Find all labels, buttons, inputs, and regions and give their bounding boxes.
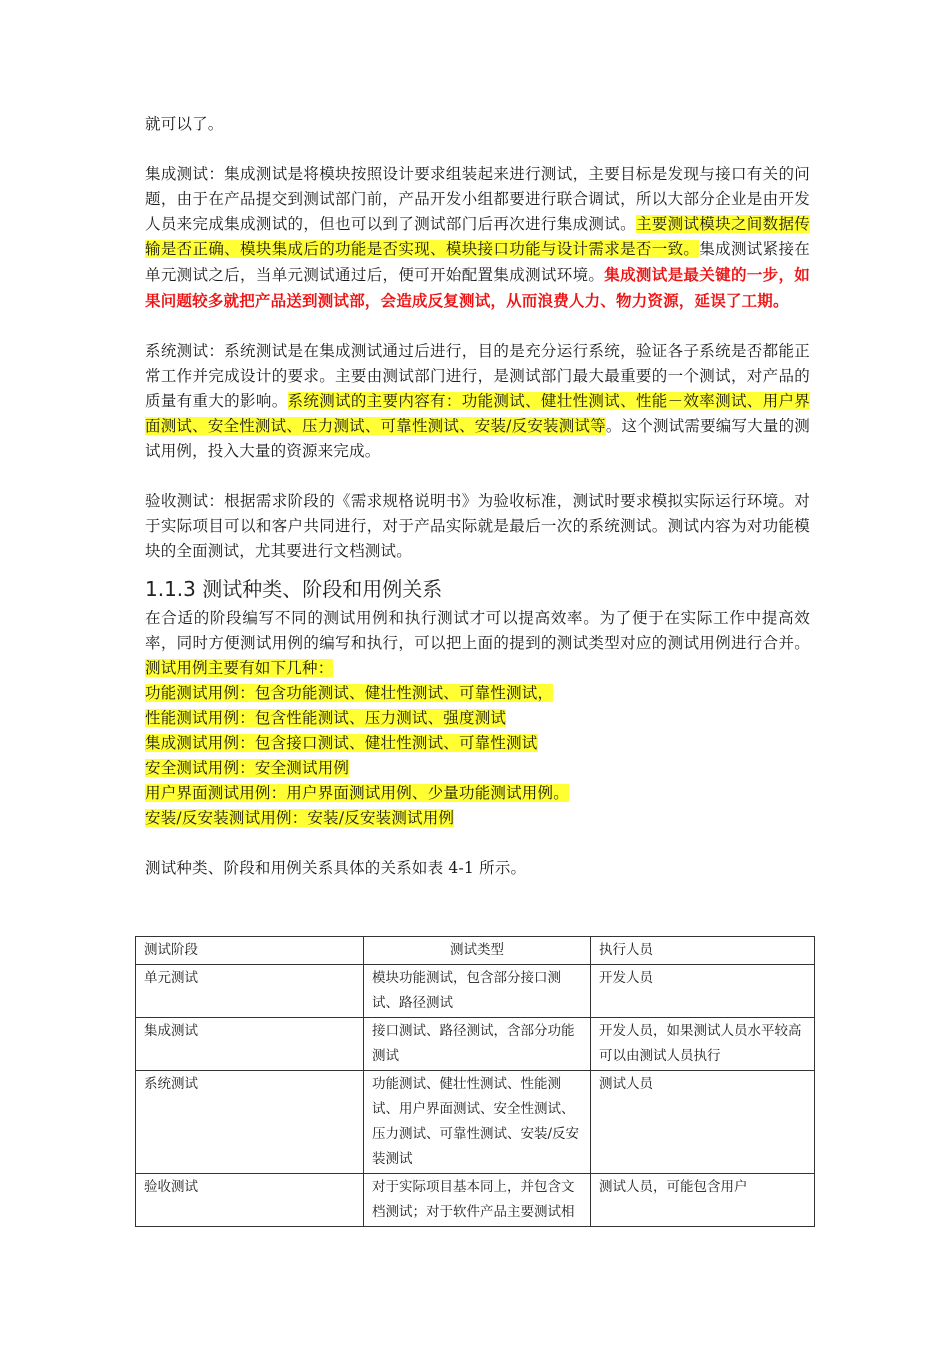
- list-item: [145, 756, 810, 781]
- cell-type: 对于实际项目基本同上，并包含文档测试；对于软件产品主要测试相: [364, 1174, 591, 1227]
- list-item: [145, 731, 810, 756]
- cell-executor: 测试人员，可能包含用户: [591, 1174, 815, 1227]
- document-body: [145, 112, 810, 881]
- list-item-text: 安全测试用例：安全测试用例: [145, 759, 350, 777]
- cell-stage: 单元测试: [136, 965, 364, 1018]
- system-test-paragraph: [145, 339, 810, 464]
- section-intro-text: 在合适的阶段编写不同的测试用例和执行测试才可以提高效率。为了便于在实际工作中提高效率，同时方便测试用例的编写和执行，可以把上面的提到的测试类型对应的测试用例进行合并。: [145, 609, 810, 652]
- acceptance-test-paragraph: 验收测试：根据需求阶段的《需求规格说明书》为验收标准，测试时要求模拟实际运行环境。对于实际项目可以和客户共同进行，对于产品实际就是最后一次的系统测试。测试内容为对功能模块的全面测试，尤其要进行文档测试。: [145, 492, 810, 560]
- system-text-2: 。这个测试需要编写大量的测试用例，投入大量的资源来完成。: [145, 417, 810, 460]
- section-intro-highlight: 测试用例主要有如下几种：: [145, 659, 334, 677]
- integration-highlight: 主要测试模块之间数据传输是否正确、模块集成后的功能是否实现、模块接口功能与设计需求是否一致。: [145, 215, 811, 258]
- intro-tail: 就可以了。: [145, 115, 224, 133]
- list-item-text: 性能测试用例：包含性能测试、压力测试、强度测试: [145, 709, 507, 727]
- system-text-1: 系统测试：系统测试是在集成测试通过后进行，目的是充分运行系统，验证各子系统是否都能正常工作并完成设计的要求。主要由测试部门进行，是测试部门最大最重要的一个测试，对产品的质量有重大的影响。: [145, 342, 810, 410]
- integration-test-paragraph: [145, 162, 810, 314]
- header-stage: 测试阶段: [136, 937, 364, 965]
- list-item: [145, 781, 810, 806]
- list-item: [145, 706, 810, 731]
- integration-red-note: 集成测试是最关键的一步，如果问题较多就把产品送到测试部，会造成反复测试，从而浪费人力、物力资源，延误了工期。: [145, 265, 810, 310]
- cell-type: 模块功能测试，包含部分接口测试、路径测试: [364, 965, 591, 1018]
- cell-stage: 集成测试: [136, 1018, 364, 1071]
- system-highlight: 系统测试的主要内容有：功能测试、健壮性测试、性能－效率测试、用户界面测试、安全性测试、压力测试、可靠性测试、安装/反安装测试等: [145, 392, 810, 435]
- list-item-text: 安装/反安装测试用例：安装/反安装测试用例: [145, 809, 455, 827]
- header-executor: 执行人员: [591, 937, 815, 965]
- integration-text-1: 集成测试：集成测试是将模块按照设计要求组装起来进行测试，主要目标是发现与接口有关的问题，由于在产品提交到测试部门前，产品开发小组都要进行联合调试，所以大部分企业是由开发人员来完成集成测试的，但也可以到了测试部门后再次进行集成测试。: [145, 165, 810, 233]
- table-row: [136, 1174, 815, 1227]
- cell-type: 功能测试、健壮性测试、性能测试、用户界面测试、安全性测试、压力测试、可靠性测试、安装/反安装测试: [364, 1071, 591, 1174]
- cell-executor: 开发人员，如果测试人员水平较高可以由测试人员执行: [591, 1018, 815, 1071]
- table-row: [136, 1018, 815, 1071]
- cell-executor: 测试人员: [591, 1071, 815, 1174]
- table-row: [136, 1071, 815, 1174]
- list-item: [145, 681, 810, 706]
- table-row: [136, 965, 815, 1018]
- section-intro: [145, 606, 810, 681]
- list-item: [145, 806, 810, 831]
- cell-stage: 验收测试: [136, 1174, 364, 1227]
- list-item-text: 用户界面测试用例：用户界面测试用例、少量功能测试用例。: [145, 784, 569, 802]
- cell-type: 接口测试、路径测试，含部分功能测试: [364, 1018, 591, 1071]
- test-relationship-table: [135, 936, 815, 1227]
- integration-text-2: 集成测试紧接在单元测试之后，当单元测试通过后，便可开始配置集成测试环境。: [145, 240, 810, 284]
- test-case-list: [145, 681, 810, 831]
- header-type: 测试类型: [364, 937, 591, 965]
- table-reference: 测试种类、阶段和用例关系具体的关系如表 4-1 所示。: [145, 859, 527, 877]
- table-header-row: [136, 937, 815, 965]
- section-heading: 1.1.3 测试种类、阶段和用例关系: [145, 577, 443, 601]
- list-item-text: 集成测试用例：包含接口测试、健壮性测试、可靠性测试: [145, 734, 538, 752]
- cell-stage: 系统测试: [136, 1071, 364, 1174]
- cell-executor: 开发人员: [591, 965, 815, 1018]
- list-item-text: 功能测试用例：包含功能测试、健壮性测试、可靠性测试，: [145, 684, 554, 702]
